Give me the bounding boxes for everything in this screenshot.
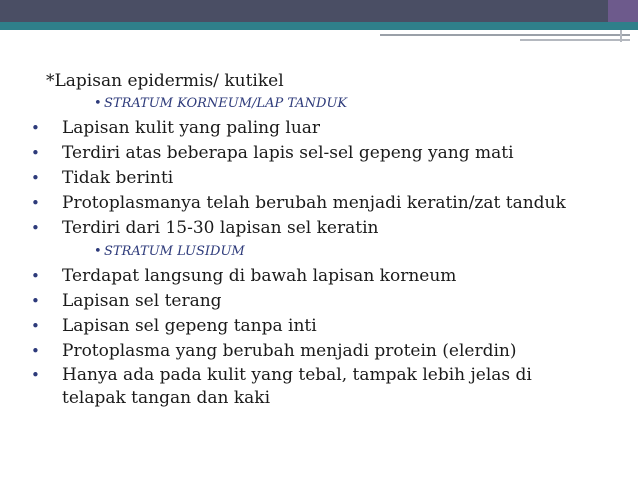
list-item: • Lapisan sel terang [46,289,616,314]
bullet-list-lusidum [31,264,616,410]
list-item: • Protoplasma yang berubah menjadi protein (elerdin) [46,339,616,364]
intro-text: *Lapisan epidermis/ kutikel [46,71,284,91]
sub-bullet-icon: • [94,96,102,111]
list-item: • Hanya ada pada kulit yang tebal, tampak lebih jelas di telapak tangan dan kaki [31,365,532,408]
bullet-icon: • [31,292,40,310]
header-stripe [0,22,638,30]
bullet-icon: • [31,144,40,162]
bullet-icon: • [31,119,40,137]
list-item: • Terdiri dari 15-30 lapisan sel keratin [46,216,616,241]
section-heading-text: STRATUM LUSIDUM [104,244,245,259]
bullet-icon: • [31,366,40,384]
section-heading-lusidum [46,243,616,261]
bullet-list-korneum [31,116,616,241]
header-rule-short [520,39,630,41]
sub-bullet-icon: • [94,244,102,259]
bullet-icon: • [31,194,40,212]
header-bar [0,0,608,22]
bullet-icon: • [31,267,40,285]
section-heading-korneum [46,95,616,113]
bullet-icon: • [31,169,40,187]
bullet-icon: • [31,317,40,335]
bullet-icon: • [31,342,40,360]
bullet-icon: • [31,219,40,237]
list-item: • Lapisan kulit yang paling luar [46,116,616,141]
slide-body [31,70,616,410]
list-item: • Terdiri atas beberapa lapis sel-sel gepeng yang mati [46,141,616,166]
header-tick [620,30,622,42]
header-accent [608,0,638,22]
list-item: • Terdapat langsung di bawah lapisan korneum [46,264,616,289]
list-item: • Lapisan sel gepeng tanpa inti [46,314,616,339]
header-rule [380,34,630,36]
list-item: • Protoplasmanya telah berubah menjadi keratin/zat tanduk [46,191,616,216]
list-item: • Tidak berinti [46,166,616,191]
section-heading-text: STRATUM KORNEUM/LAP TANDUK [104,96,348,111]
